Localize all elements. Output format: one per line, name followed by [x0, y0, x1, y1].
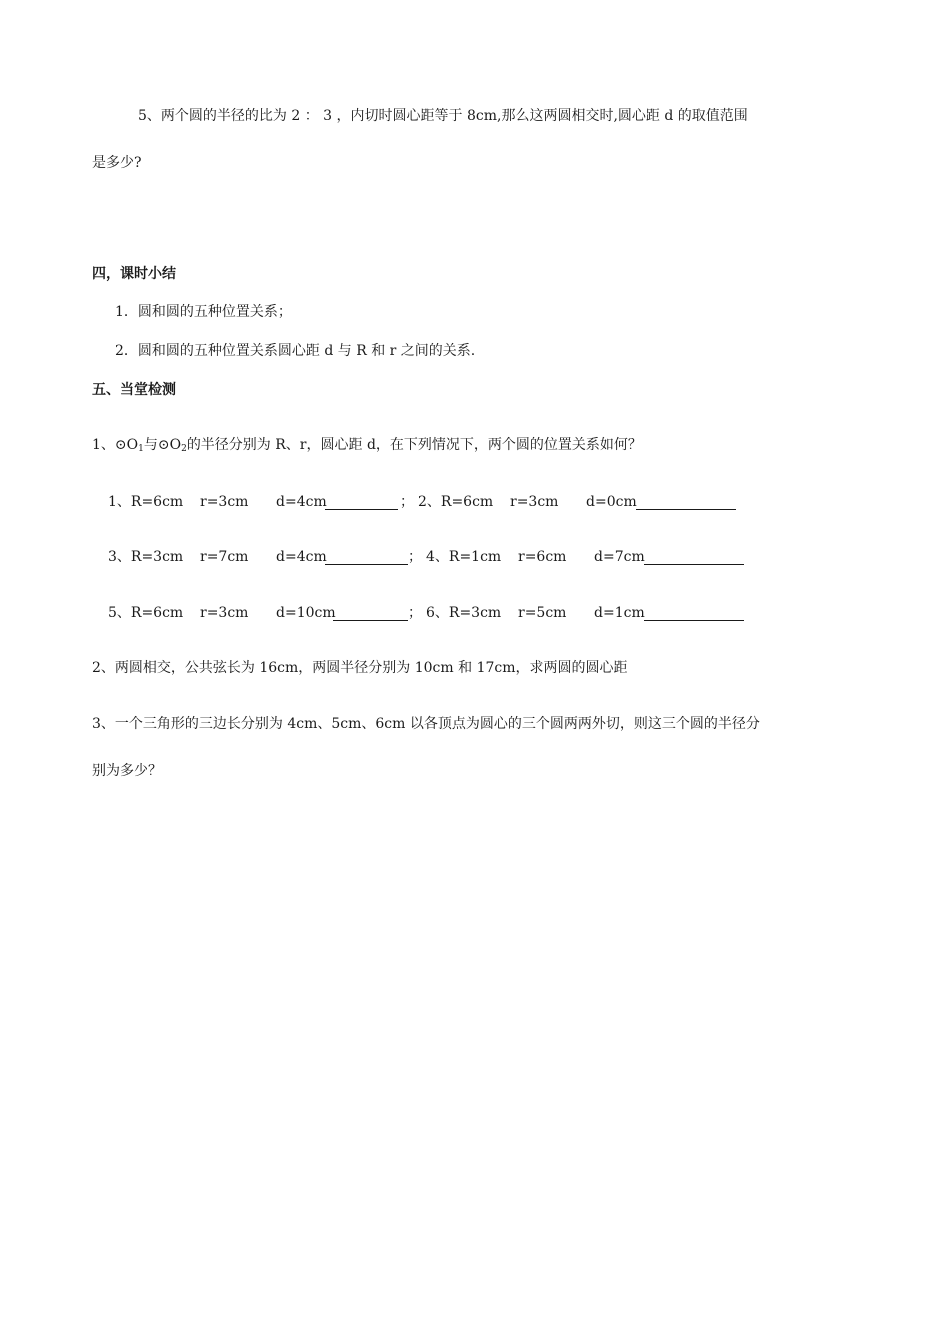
- test-question-3-line-1: 3、一个三角形的三边长分别为 4cm、5cm、6cm 以各顶点为圆心的三个圆两两外切，则这三个圆的半径分: [92, 716, 760, 732]
- case-d: d=10cm: [276, 605, 336, 621]
- answer-blank[interactable]: [636, 495, 736, 510]
- answer-blank[interactable]: [325, 550, 408, 565]
- case-d: d=7cm: [594, 549, 645, 565]
- q1-subscript-1: 1: [138, 444, 144, 454]
- test-question-2: 2、两圆相交，公共弦长为 16cm，两圆半径分别为 10cm 和 17cm，求两圆的圆心距: [92, 660, 628, 676]
- case-d: d=4cm: [276, 494, 327, 510]
- case-d: d=4cm: [276, 549, 327, 565]
- case-label: 2、R=6cm: [418, 494, 494, 510]
- answer-blank[interactable]: [644, 550, 744, 565]
- case-r: r=5cm: [518, 605, 567, 621]
- section-4-heading: 四，课时小结: [92, 266, 176, 282]
- q1-rest: 的半径分别为 R、r，圆心距 d，在下列情况下，两个圆的位置关系如何？: [186, 437, 642, 453]
- separator: ；: [408, 549, 422, 565]
- case-r: r=7cm: [200, 549, 249, 565]
- case-label: 6、R=3cm: [426, 605, 502, 621]
- q1-mid: 与⊙O: [143, 437, 182, 453]
- case-r: r=3cm: [510, 494, 559, 510]
- answer-blank[interactable]: [325, 495, 398, 510]
- summary-item-2: 2．圆和圆的五种位置关系圆心距 d 与 R 和 r 之间的关系.: [115, 343, 476, 359]
- q1-subscript-2: 2: [181, 444, 187, 454]
- section-5-heading: 五、当堂检测: [92, 382, 176, 398]
- case-label: 5、R=6cm: [108, 605, 184, 621]
- answer-blank[interactable]: [644, 606, 744, 621]
- separator: ；: [400, 494, 414, 510]
- case-r: r=6cm: [518, 549, 567, 565]
- case-r: r=3cm: [200, 605, 249, 621]
- case-label: 1、R=6cm: [108, 494, 184, 510]
- question-5-line-1: 5、两个圆的半径的比为 2 ： 3 ，内切时圆心距等于 8cm,那么这两圆相交时,圆心距 d 的取值范围: [138, 108, 748, 124]
- q1-prefix: 1、⊙O: [92, 437, 139, 453]
- case-label: 3、R=3cm: [108, 549, 184, 565]
- answer-blank[interactable]: [333, 606, 408, 621]
- test-question-3-line-2: 别为多少？: [92, 763, 162, 779]
- case-d: d=0cm: [586, 494, 637, 510]
- separator: ；: [408, 605, 422, 621]
- test-question-1: [92, 435, 642, 459]
- case-r: r=3cm: [200, 494, 249, 510]
- case-d: d=1cm: [594, 605, 645, 621]
- case-label: 4、R=1cm: [426, 549, 502, 565]
- question-5-line-2: 是多少?: [92, 155, 142, 171]
- summary-item-1: 1．圆和圆的五种位置关系；: [115, 304, 292, 320]
